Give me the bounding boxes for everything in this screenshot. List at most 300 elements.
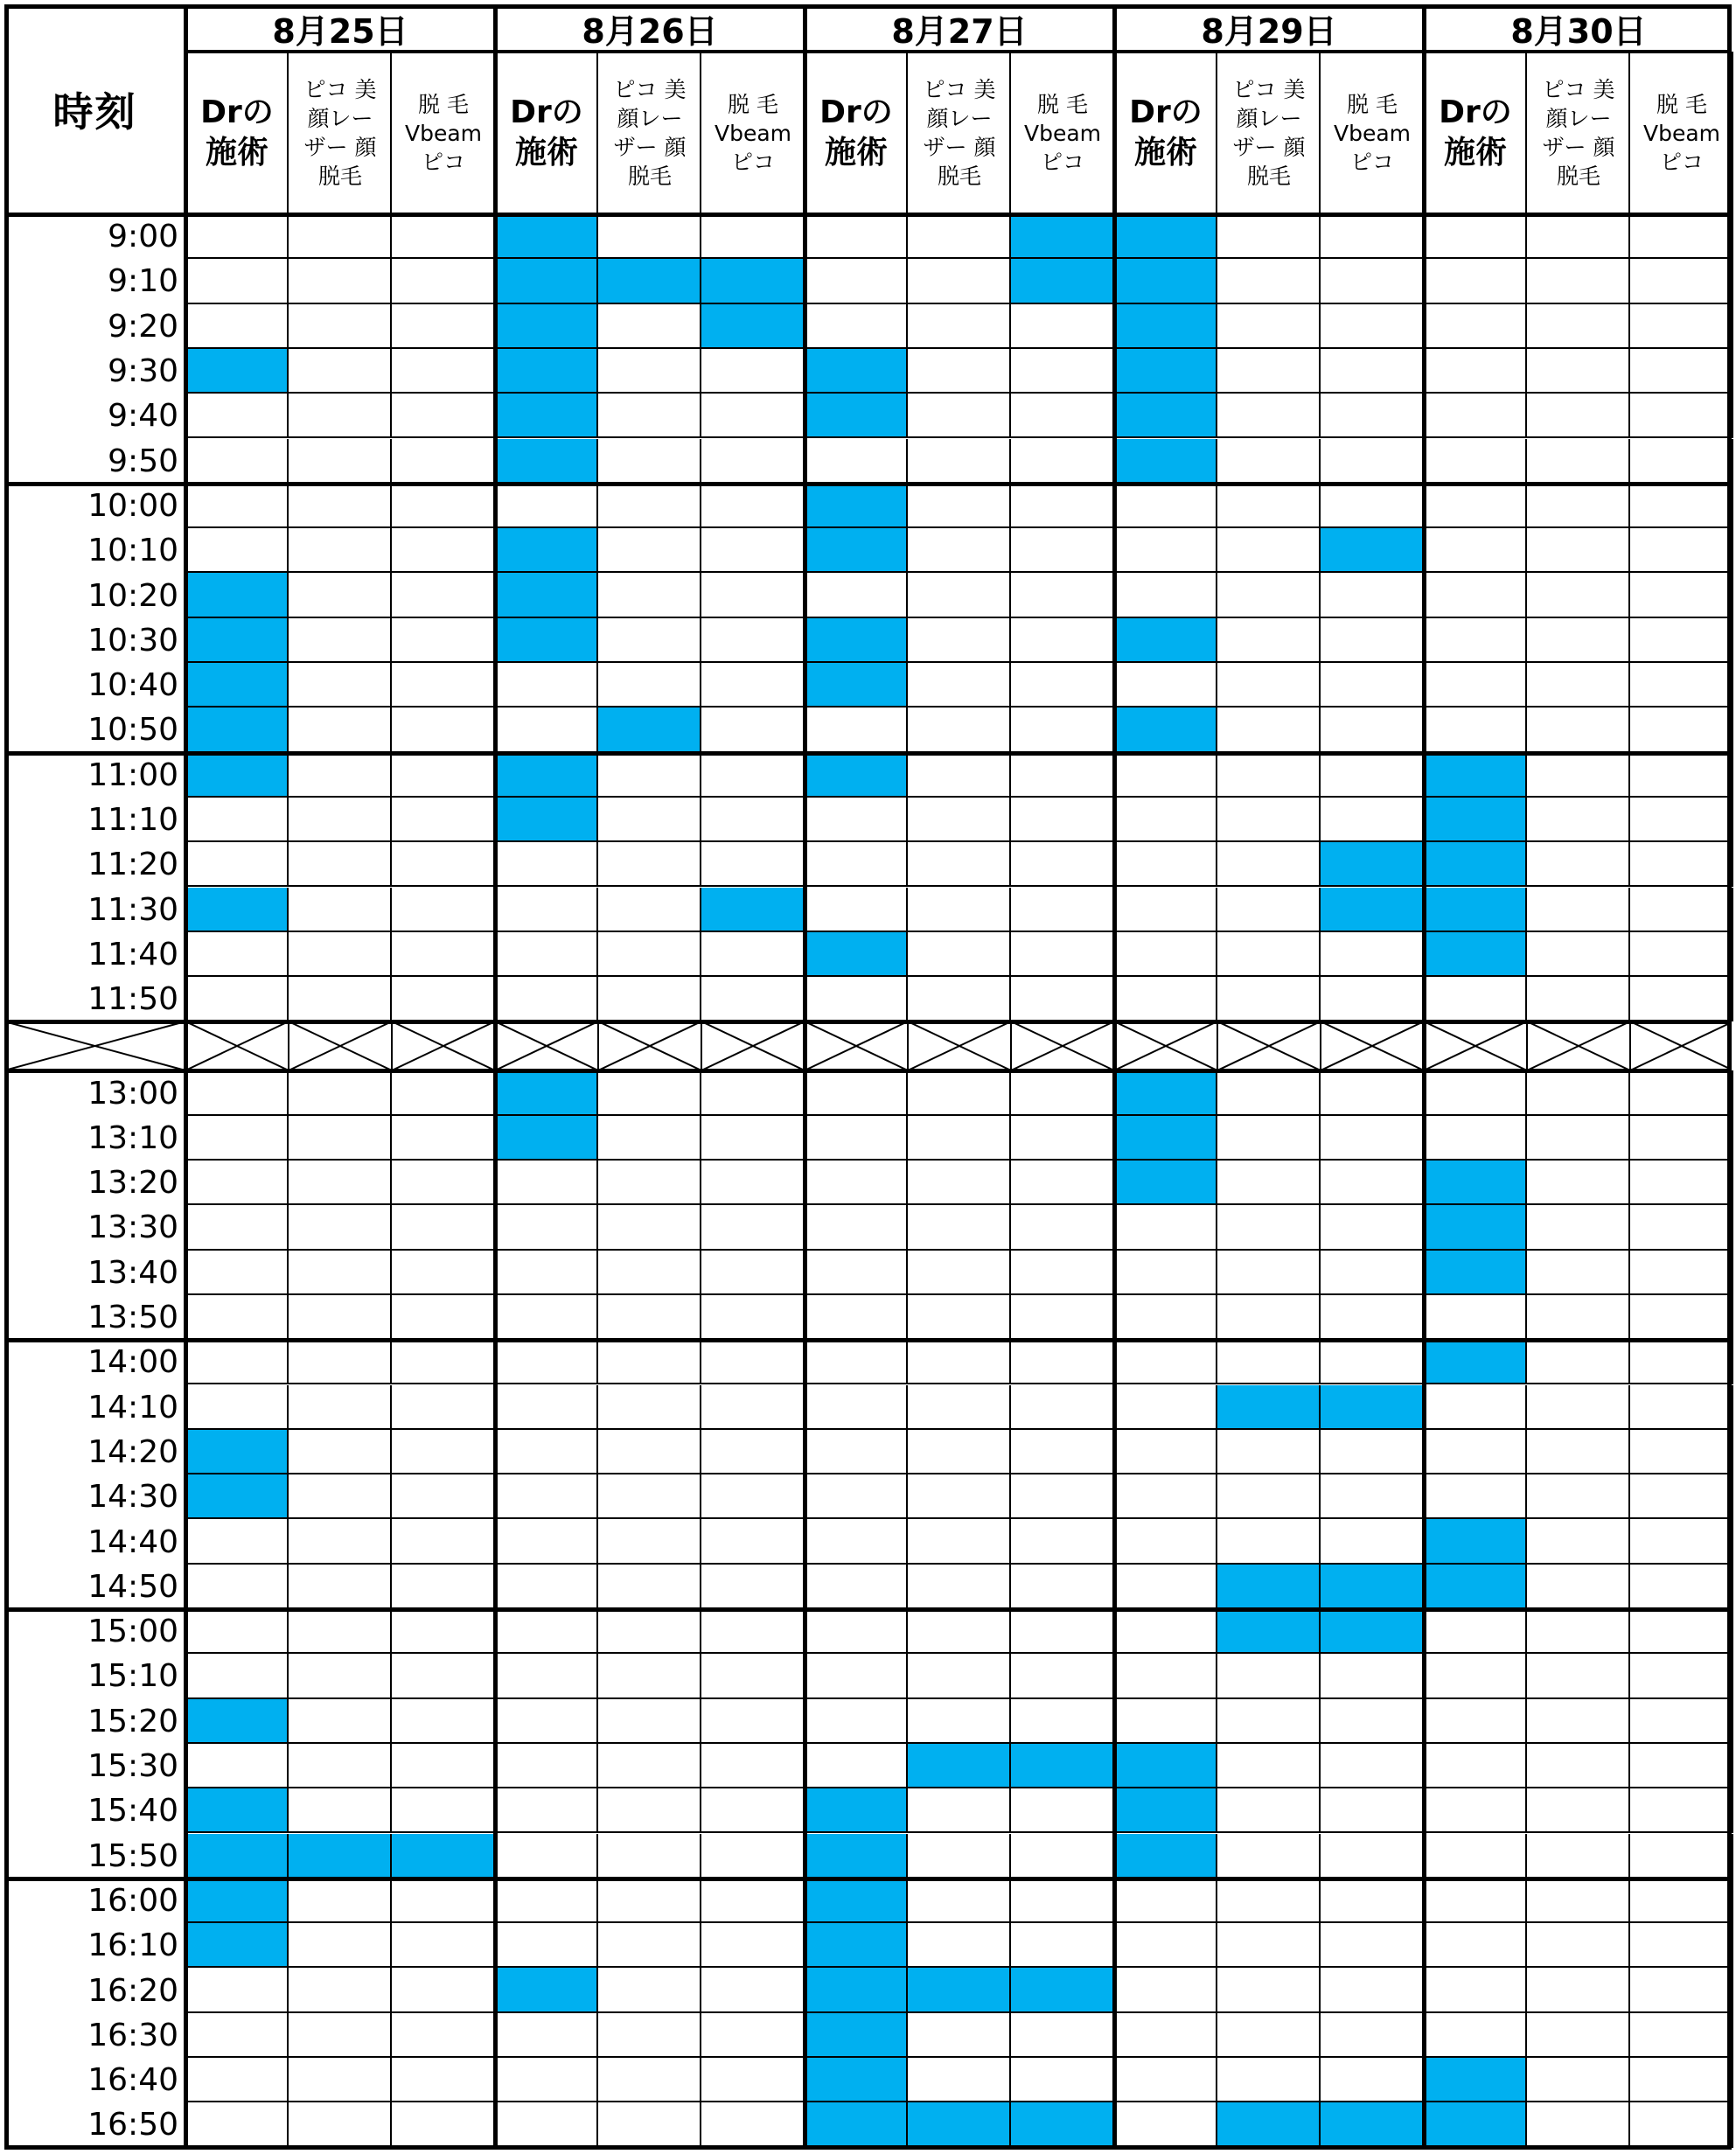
empty-slot[interactable] (1321, 1654, 1424, 1698)
empty-slot[interactable] (1011, 2058, 1114, 2102)
empty-slot[interactable] (1527, 1834, 1630, 1879)
empty-slot[interactable] (1217, 349, 1321, 394)
empty-slot[interactable] (1217, 214, 1321, 259)
empty-slot[interactable] (598, 1474, 701, 1519)
empty-slot[interactable] (805, 1161, 908, 1205)
empty-slot[interactable] (185, 1565, 289, 1609)
empty-slot[interactable] (1011, 842, 1114, 887)
empty-slot[interactable] (908, 259, 1011, 303)
empty-slot[interactable] (1217, 1116, 1321, 1161)
empty-slot[interactable] (1114, 798, 1217, 842)
empty-slot[interactable] (495, 484, 598, 528)
empty-slot[interactable] (908, 349, 1011, 394)
empty-slot[interactable] (1321, 1744, 1424, 1788)
empty-slot[interactable] (1217, 528, 1321, 573)
empty-slot[interactable] (805, 977, 908, 1021)
empty-slot[interactable] (392, 1923, 495, 1968)
empty-slot[interactable] (908, 439, 1011, 484)
empty-slot[interactable] (1630, 1340, 1733, 1384)
empty-slot[interactable] (1321, 932, 1424, 977)
booked-slot[interactable] (1114, 214, 1217, 259)
empty-slot[interactable] (908, 1385, 1011, 1430)
empty-slot[interactable] (1527, 1744, 1630, 1788)
empty-slot[interactable] (1217, 1654, 1321, 1698)
empty-slot[interactable] (1424, 1834, 1527, 1879)
empty-slot[interactable] (805, 888, 908, 932)
empty-slot[interactable] (185, 2102, 289, 2147)
empty-slot[interactable] (805, 304, 908, 349)
booked-slot[interactable] (289, 1834, 392, 1879)
empty-slot[interactable] (908, 618, 1011, 663)
empty-slot[interactable] (1630, 842, 1733, 887)
empty-slot[interactable] (701, 1116, 805, 1161)
empty-slot[interactable] (289, 753, 392, 798)
empty-slot[interactable] (1527, 1205, 1630, 1250)
empty-slot[interactable] (701, 1474, 805, 1519)
empty-slot[interactable] (598, 439, 701, 484)
empty-slot[interactable] (495, 708, 598, 752)
empty-slot[interactable] (805, 1070, 908, 1115)
booked-slot[interactable] (1114, 349, 1217, 394)
empty-slot[interactable] (598, 842, 701, 887)
empty-slot[interactable] (701, 1968, 805, 2012)
empty-slot[interactable] (392, 259, 495, 303)
empty-slot[interactable] (1630, 1654, 1733, 1698)
empty-slot[interactable] (1011, 1295, 1114, 1340)
empty-slot[interactable] (1527, 1654, 1630, 1698)
empty-slot[interactable] (701, 2102, 805, 2147)
empty-slot[interactable] (908, 842, 1011, 887)
empty-slot[interactable] (185, 798, 289, 842)
empty-slot[interactable] (185, 2013, 289, 2058)
empty-slot[interactable] (1114, 2013, 1217, 2058)
empty-slot[interactable] (1630, 349, 1733, 394)
empty-slot[interactable] (495, 1205, 598, 1250)
booked-slot[interactable] (1011, 214, 1114, 259)
empty-slot[interactable] (1527, 1879, 1630, 1923)
empty-slot[interactable] (1527, 1565, 1630, 1609)
empty-slot[interactable] (1630, 2102, 1733, 2147)
empty-slot[interactable] (289, 349, 392, 394)
empty-slot[interactable] (1217, 394, 1321, 438)
empty-slot[interactable] (1114, 573, 1217, 617)
empty-slot[interactable] (908, 1251, 1011, 1295)
empty-slot[interactable] (1527, 1385, 1630, 1430)
empty-slot[interactable] (495, 1834, 598, 1879)
booked-slot[interactable] (495, 798, 598, 842)
empty-slot[interactable] (1217, 977, 1321, 1021)
empty-slot[interactable] (1630, 1879, 1733, 1923)
empty-slot[interactable] (1011, 1699, 1114, 1744)
empty-slot[interactable] (185, 484, 289, 528)
booked-slot[interactable] (1114, 1116, 1217, 1161)
empty-slot[interactable] (495, 1295, 598, 1340)
empty-slot[interactable] (289, 1474, 392, 1519)
empty-slot[interactable] (701, 1834, 805, 1879)
empty-slot[interactable] (701, 1295, 805, 1340)
empty-slot[interactable] (289, 663, 392, 708)
empty-slot[interactable] (185, 977, 289, 1021)
empty-slot[interactable] (908, 1519, 1011, 1564)
empty-slot[interactable] (1011, 663, 1114, 708)
empty-slot[interactable] (805, 1519, 908, 1564)
booked-slot[interactable] (701, 304, 805, 349)
empty-slot[interactable] (392, 1070, 495, 1115)
empty-slot[interactable] (1630, 1788, 1733, 1833)
empty-slot[interactable] (701, 2013, 805, 2058)
booked-slot[interactable] (1114, 1744, 1217, 1788)
empty-slot[interactable] (495, 2013, 598, 2058)
empty-slot[interactable] (392, 1161, 495, 1205)
empty-slot[interactable] (1527, 394, 1630, 438)
empty-slot[interactable] (495, 1340, 598, 1384)
empty-slot[interactable] (392, 1116, 495, 1161)
empty-slot[interactable] (1114, 1430, 1217, 1474)
empty-slot[interactable] (392, 663, 495, 708)
empty-slot[interactable] (1630, 528, 1733, 573)
empty-slot[interactable] (1114, 977, 1217, 1021)
empty-slot[interactable] (701, 439, 805, 484)
booked-slot[interactable] (1114, 394, 1217, 438)
empty-slot[interactable] (1321, 439, 1424, 484)
empty-slot[interactable] (908, 528, 1011, 573)
empty-slot[interactable] (1630, 1295, 1733, 1340)
booked-slot[interactable] (495, 528, 598, 573)
empty-slot[interactable] (289, 977, 392, 1021)
booked-slot[interactable] (185, 1834, 289, 1879)
empty-slot[interactable] (289, 798, 392, 842)
empty-slot[interactable] (392, 484, 495, 528)
empty-slot[interactable] (289, 1385, 392, 1430)
empty-slot[interactable] (1321, 1474, 1424, 1519)
booked-slot[interactable] (1424, 1340, 1527, 1384)
empty-slot[interactable] (1217, 259, 1321, 303)
empty-slot[interactable] (1321, 798, 1424, 842)
empty-slot[interactable] (1011, 1116, 1114, 1161)
empty-slot[interactable] (1630, 439, 1733, 484)
empty-slot[interactable] (289, 932, 392, 977)
empty-slot[interactable] (1321, 1430, 1424, 1474)
empty-slot[interactable] (908, 753, 1011, 798)
empty-slot[interactable] (185, 1205, 289, 1250)
booked-slot[interactable] (185, 708, 289, 752)
empty-slot[interactable] (289, 573, 392, 617)
booked-slot[interactable] (805, 528, 908, 573)
empty-slot[interactable] (185, 842, 289, 887)
empty-slot[interactable] (1011, 1161, 1114, 1205)
booked-slot[interactable] (598, 259, 701, 303)
empty-slot[interactable] (805, 798, 908, 842)
empty-slot[interactable] (598, 1116, 701, 1161)
empty-slot[interactable] (701, 798, 805, 842)
empty-slot[interactable] (1217, 842, 1321, 887)
empty-slot[interactable] (289, 1519, 392, 1564)
empty-slot[interactable] (185, 932, 289, 977)
empty-slot[interactable] (1630, 888, 1733, 932)
empty-slot[interactable] (701, 1879, 805, 1923)
booked-slot[interactable] (185, 1788, 289, 1833)
empty-slot[interactable] (1114, 1385, 1217, 1430)
empty-slot[interactable] (495, 842, 598, 887)
booked-slot[interactable] (1217, 1385, 1321, 1430)
empty-slot[interactable] (908, 932, 1011, 977)
empty-slot[interactable] (1321, 1923, 1424, 1968)
empty-slot[interactable] (289, 484, 392, 528)
empty-slot[interactable] (1011, 1430, 1114, 1474)
empty-slot[interactable] (908, 1879, 1011, 1923)
empty-slot[interactable] (1114, 1654, 1217, 1698)
empty-slot[interactable] (701, 484, 805, 528)
empty-slot[interactable] (392, 708, 495, 752)
empty-slot[interactable] (1217, 618, 1321, 663)
empty-slot[interactable] (805, 1295, 908, 1340)
empty-slot[interactable] (1630, 573, 1733, 617)
empty-slot[interactable] (701, 1565, 805, 1609)
booked-slot[interactable] (805, 753, 908, 798)
empty-slot[interactable] (1527, 2102, 1630, 2147)
empty-slot[interactable] (701, 1519, 805, 1564)
empty-slot[interactable] (495, 2102, 598, 2147)
empty-slot[interactable] (1217, 1474, 1321, 1519)
empty-slot[interactable] (289, 618, 392, 663)
empty-slot[interactable] (908, 1699, 1011, 1744)
empty-slot[interactable] (1114, 1251, 1217, 1295)
empty-slot[interactable] (1321, 1879, 1424, 1923)
booked-slot[interactable] (185, 1879, 289, 1923)
empty-slot[interactable] (289, 2013, 392, 2058)
empty-slot[interactable] (1630, 977, 1733, 1021)
empty-slot[interactable] (1217, 663, 1321, 708)
empty-slot[interactable] (185, 528, 289, 573)
empty-slot[interactable] (392, 528, 495, 573)
booked-slot[interactable] (701, 888, 805, 932)
empty-slot[interactable] (1217, 1251, 1321, 1295)
empty-slot[interactable] (289, 1340, 392, 1384)
empty-slot[interactable] (1424, 259, 1527, 303)
empty-slot[interactable] (185, 1385, 289, 1430)
empty-slot[interactable] (1527, 439, 1630, 484)
empty-slot[interactable] (908, 573, 1011, 617)
booked-slot[interactable] (495, 439, 598, 484)
booked-slot[interactable] (1321, 1565, 1424, 1609)
empty-slot[interactable] (1011, 1879, 1114, 1923)
empty-slot[interactable] (185, 1340, 289, 1384)
empty-slot[interactable] (1424, 528, 1527, 573)
empty-slot[interactable] (1424, 1788, 1527, 1833)
booked-slot[interactable] (598, 708, 701, 752)
empty-slot[interactable] (1527, 484, 1630, 528)
empty-slot[interactable] (1217, 1519, 1321, 1564)
empty-slot[interactable] (1114, 1340, 1217, 1384)
empty-slot[interactable] (1011, 573, 1114, 617)
empty-slot[interactable] (1217, 2058, 1321, 2102)
empty-slot[interactable] (805, 1474, 908, 1519)
empty-slot[interactable] (289, 1161, 392, 1205)
booked-slot[interactable] (805, 932, 908, 977)
booked-slot[interactable] (495, 573, 598, 617)
booked-slot[interactable] (908, 2102, 1011, 2147)
empty-slot[interactable] (1630, 663, 1733, 708)
empty-slot[interactable] (1527, 1161, 1630, 1205)
empty-slot[interactable] (1321, 618, 1424, 663)
empty-slot[interactable] (1527, 2058, 1630, 2102)
empty-slot[interactable] (701, 1923, 805, 1968)
booked-slot[interactable] (1114, 304, 1217, 349)
empty-slot[interactable] (1114, 1565, 1217, 1609)
empty-slot[interactable] (1527, 573, 1630, 617)
empty-slot[interactable] (1630, 1161, 1733, 1205)
booked-slot[interactable] (805, 663, 908, 708)
empty-slot[interactable] (1321, 573, 1424, 617)
booked-slot[interactable] (185, 349, 289, 394)
empty-slot[interactable] (1217, 708, 1321, 752)
booked-slot[interactable] (805, 2058, 908, 2102)
booked-slot[interactable] (185, 663, 289, 708)
empty-slot[interactable] (701, 753, 805, 798)
empty-slot[interactable] (1321, 304, 1424, 349)
booked-slot[interactable] (805, 1834, 908, 1879)
empty-slot[interactable] (1424, 977, 1527, 1021)
empty-slot[interactable] (392, 977, 495, 1021)
empty-slot[interactable] (701, 349, 805, 394)
empty-slot[interactable] (1321, 1205, 1424, 1250)
empty-slot[interactable] (701, 1609, 805, 1654)
empty-slot[interactable] (289, 1070, 392, 1115)
empty-slot[interactable] (1527, 1968, 1630, 2012)
empty-slot[interactable] (1011, 1251, 1114, 1295)
booked-slot[interactable] (495, 1070, 598, 1115)
empty-slot[interactable] (392, 349, 495, 394)
empty-slot[interactable] (908, 1116, 1011, 1161)
booked-slot[interactable] (1114, 618, 1217, 663)
empty-slot[interactable] (1527, 1699, 1630, 1744)
booked-slot[interactable] (1424, 1251, 1527, 1295)
empty-slot[interactable] (598, 1968, 701, 2012)
empty-slot[interactable] (185, 394, 289, 438)
empty-slot[interactable] (289, 1744, 392, 1788)
empty-slot[interactable] (1630, 1565, 1733, 1609)
empty-slot[interactable] (598, 528, 701, 573)
empty-slot[interactable] (1114, 1968, 1217, 2012)
empty-slot[interactable] (701, 1385, 805, 1430)
empty-slot[interactable] (1527, 1519, 1630, 1564)
empty-slot[interactable] (701, 1251, 805, 1295)
empty-slot[interactable] (1321, 663, 1424, 708)
empty-slot[interactable] (1011, 1923, 1114, 1968)
empty-slot[interactable] (1527, 349, 1630, 394)
empty-slot[interactable] (495, 888, 598, 932)
empty-slot[interactable] (185, 1161, 289, 1205)
empty-slot[interactable] (701, 842, 805, 887)
empty-slot[interactable] (598, 1565, 701, 1609)
empty-slot[interactable] (392, 2013, 495, 2058)
empty-slot[interactable] (495, 1788, 598, 1833)
empty-slot[interactable] (1011, 1385, 1114, 1430)
empty-slot[interactable] (598, 663, 701, 708)
empty-slot[interactable] (598, 1205, 701, 1250)
empty-slot[interactable] (289, 528, 392, 573)
empty-slot[interactable] (1424, 1116, 1527, 1161)
empty-slot[interactable] (1527, 2013, 1630, 2058)
empty-slot[interactable] (1630, 753, 1733, 798)
empty-slot[interactable] (289, 1968, 392, 2012)
empty-slot[interactable] (1217, 439, 1321, 484)
empty-slot[interactable] (1217, 1788, 1321, 1833)
empty-slot[interactable] (1630, 1251, 1733, 1295)
empty-slot[interactable] (598, 1879, 701, 1923)
empty-slot[interactable] (1527, 842, 1630, 887)
empty-slot[interactable] (1217, 1879, 1321, 1923)
empty-slot[interactable] (908, 1654, 1011, 1698)
empty-slot[interactable] (1114, 1879, 1217, 1923)
empty-slot[interactable] (1630, 708, 1733, 752)
empty-slot[interactable] (495, 1385, 598, 1430)
empty-slot[interactable] (598, 484, 701, 528)
empty-slot[interactable] (1527, 708, 1630, 752)
booked-slot[interactable] (495, 1968, 598, 2012)
empty-slot[interactable] (908, 2013, 1011, 2058)
booked-slot[interactable] (1011, 1968, 1114, 2012)
empty-slot[interactable] (1424, 1070, 1527, 1115)
empty-slot[interactable] (1217, 753, 1321, 798)
empty-slot[interactable] (805, 1744, 908, 1788)
empty-slot[interactable] (1527, 1788, 1630, 1833)
booked-slot[interactable] (805, 484, 908, 528)
empty-slot[interactable] (1630, 932, 1733, 977)
empty-slot[interactable] (598, 1070, 701, 1115)
empty-slot[interactable] (1424, 1879, 1527, 1923)
empty-slot[interactable] (1321, 1788, 1424, 1833)
empty-slot[interactable] (392, 1205, 495, 1250)
empty-slot[interactable] (1424, 1385, 1527, 1430)
empty-slot[interactable] (1630, 1430, 1733, 1474)
booked-slot[interactable] (495, 1116, 598, 1161)
empty-slot[interactable] (1321, 753, 1424, 798)
empty-slot[interactable] (701, 573, 805, 617)
empty-slot[interactable] (1630, 1070, 1733, 1115)
empty-slot[interactable] (392, 1340, 495, 1384)
empty-slot[interactable] (1527, 663, 1630, 708)
empty-slot[interactable] (701, 618, 805, 663)
empty-slot[interactable] (289, 439, 392, 484)
empty-slot[interactable] (1114, 1519, 1217, 1564)
empty-slot[interactable] (598, 2058, 701, 2102)
empty-slot[interactable] (908, 1788, 1011, 1833)
empty-slot[interactable] (1424, 618, 1527, 663)
empty-slot[interactable] (1527, 304, 1630, 349)
empty-slot[interactable] (1217, 1834, 1321, 1879)
empty-slot[interactable] (701, 1430, 805, 1474)
empty-slot[interactable] (1114, 484, 1217, 528)
empty-slot[interactable] (1114, 753, 1217, 798)
empty-slot[interactable] (1630, 394, 1733, 438)
empty-slot[interactable] (289, 1430, 392, 1474)
empty-slot[interactable] (1527, 1340, 1630, 1384)
empty-slot[interactable] (1321, 1834, 1424, 1879)
empty-slot[interactable] (1424, 1474, 1527, 1519)
empty-slot[interactable] (1011, 932, 1114, 977)
booked-slot[interactable] (1217, 1609, 1321, 1654)
empty-slot[interactable] (1321, 394, 1424, 438)
empty-slot[interactable] (289, 1923, 392, 1968)
empty-slot[interactable] (598, 573, 701, 617)
empty-slot[interactable] (495, 1654, 598, 1698)
empty-slot[interactable] (1527, 1923, 1630, 1968)
empty-slot[interactable] (1011, 1654, 1114, 1698)
empty-slot[interactable] (495, 1251, 598, 1295)
empty-slot[interactable] (598, 1161, 701, 1205)
empty-slot[interactable] (185, 1070, 289, 1115)
